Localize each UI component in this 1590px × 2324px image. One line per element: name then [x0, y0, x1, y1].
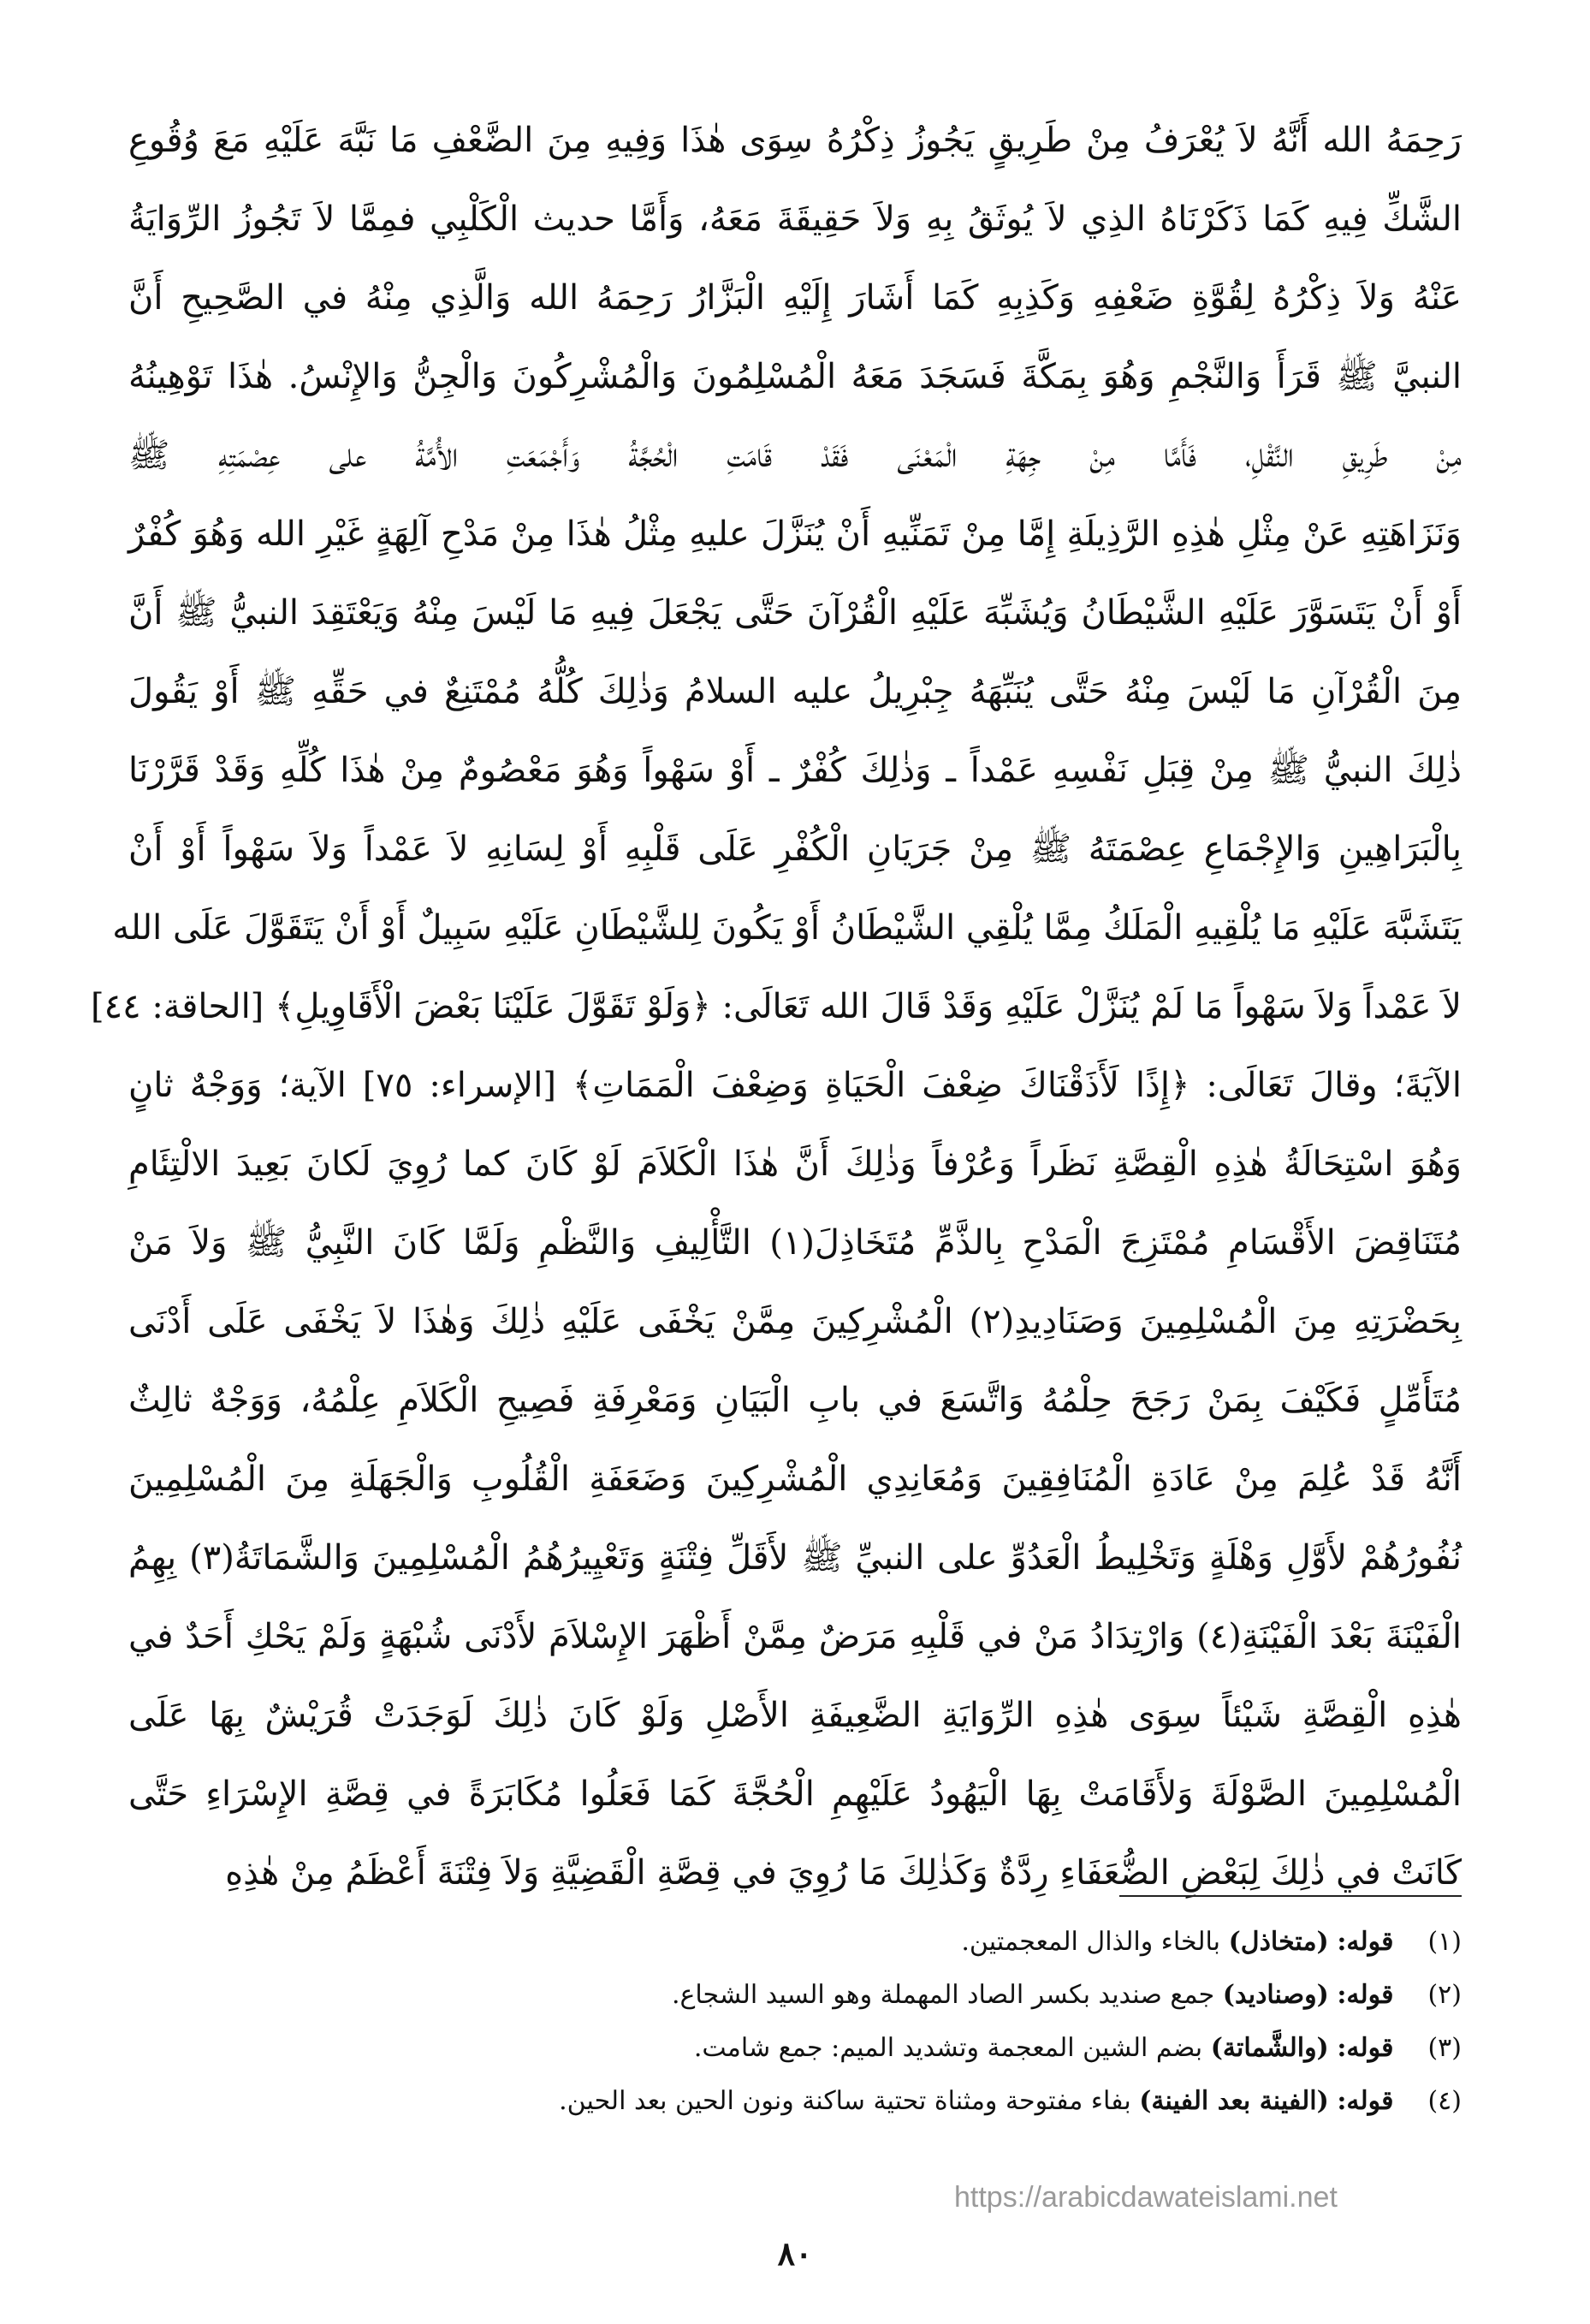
- footnote-text: بفاء مفتوحة ومثناة تحتية ساكنة ونون الحين بعد الحين.: [559, 2086, 1131, 2116]
- footnote-number: (٤): [1427, 2086, 1462, 2116]
- footnotes: [128, 1916, 1462, 2128]
- text-line: الشَّكِّ فِيهِ كَمَا ذَكَرْنَاهُ الذِي لاَ يُوثَقُ بِهِ وَلاَ حَقِيقَةَ مَعَهُ، وَأَمَّا حديث الْكَلْبِي فمِمَّا لاَ تَجُوزُ الرِّوَايَةُ: [128, 199, 1462, 239]
- text-line: الْفَيْنَةَ بَعْدَ الْفَيْنَةِ(٤) وَارْتِدَادُ مَنْ في قَلْبِهِ مَرَضٌ مِمَّنْ أَظْهَرَ الإِسْلاَمَ لأَدْنَى شُبْهَةٍ وَلَمْ يَحْكِ أَحَدٌ في: [128, 1617, 1462, 1656]
- text-line: مِنْ طَرِيقِ النَّقْلِ، فَأَمَّا مِنْ جِهَةِ الْمَعْنَى فَقَدْ قَامَتِ الْحُجَّةُ وَأَجْمَعَتِ الأُمَّةُ على عِصْمَتِهِ ﷺ: [128, 436, 1462, 475]
- text-line: مُتَأَمِّلٍ فَكَيْفَ بِمَنْ رَجَحَ حِلْمُهُ وَاتَّسَعَ في بابِ الْبَيَانِ وَمَعْرِفَةِ فَصِيحِ الْكَلاَمِ عِلْمُهُ، وَوَجْهٌ ثالِثٌ: [128, 1381, 1462, 1420]
- text-line: الآيَةَ؛ وقالَ تَعَالَى: ﴿إِذًا لَأَذَقْنَاكَ ضِعْفَ الْحَيَاةِ وَضِعْفَ الْمَمَاتِ﴾ [الإسراء: ٧٥] الآية؛ وَوَجْهٌ ثانٍ: [128, 1066, 1462, 1105]
- text-line: بِالْبَرَاهِينِ وَالإِجْمَاعِ عِصْمَتَهُ ﷺ مِنْ جَرَيَانِ الْكُفْرِ عَلَى قَلْبِهِ أَوْ لِسَانِهِ لاَ عَمْداً وَلاَ سَهْواً أَوْ أَنْ: [128, 829, 1462, 869]
- footnote-number: (٢): [1427, 1980, 1462, 2010]
- footnote-text: بالخاء والذال المعجمتين.: [961, 1927, 1221, 1957]
- text-line: أَنَّهُ قَدْ عُلِمَ مِنْ عَادَةِ الْمُنَافِقِينَ وَمُعَانِدِي الْمُشْرِكِينَ وَضَعَفَةِ الْقُلُوبِ وَالْجَهَلَةِ مِنَ الْمُسْلِمِينَ: [128, 1459, 1462, 1499]
- footnote-item: [128, 1969, 1462, 2022]
- footnote-item: [128, 2022, 1462, 2075]
- main-text-block: [91, 101, 1462, 1912]
- text-line: الْمُسْلِمِينَ الصَّوْلَةَ وَلأَقَامَتْ بِهَا الْيَهُودُ عَلَيْهِمِ الْحُجَّةَ كَمَا فَعَلُوا مُكَابَرَةً في قِصَّةِ الإِسْرَاءِ حَتَّى: [128, 1774, 1462, 1814]
- footnote-term: (وصناديد): [1222, 1980, 1329, 2010]
- text-line: يَتَشَبَّهَ عَلَيْهِ مَا يُلْقِيهِ الْمَلَكُ مِمَّا يُلْقِي الشَّيْطَانُ أَوْ يَكُونَ لِلشَّيْطَانِ عَلَيْهِ سَبِيلٌ أَوْ أَنْ يَتَقَوَّلَ عَلَى الله: [112, 908, 1462, 948]
- page-number: ٨٠: [777, 2234, 813, 2273]
- text-line: هٰذِهِ الْقِصَّةِ شَيْئاً سِوَى هٰذِهِ الرِّوَايَةِ الضَّعِيفَةِ الأَصْلِ وَلَوْ كَانَ ذٰلِكَ لَوَجَدَتْ قُرَيْشٌ بِهَا عَلَى: [128, 1696, 1462, 1735]
- text-line: عَنْهُ وَلاَ ذِكْرُهُ لِقُوَّةِ ضَعْفِهِ وَكَذِبِهِ كَمَا أَشَارَ إِلَيْهِ الْبَزَّارُ رَحِمَهُ الله وَالَّذِي مِنْهُ في الصَّحِيحِ أَنَّ: [128, 278, 1462, 318]
- text-line: ذٰلِكَ النبيُّ ﷺ مِنْ قِبَلِ نَفْسِهِ عَمْداً ـ وَذٰلِكَ كُفْرٌ ـ أَوْ سَهْواً وَهُوَ مَعْصُومٌ مِنْ هٰذَا كُلِّهِ وَقَدْ قَرَّرْنَا: [128, 751, 1462, 790]
- text-line: رَحِمَهُ الله أَنَّهُ لاَ يُعْرَفُ مِنْ طَرِيقٍ يَجُوزُ ذِكْرُهُ سِوَى هٰذَا وَفِيهِ مِنَ الضَّعْفِ مَا نَبَّهَ عَلَيْهِ مَعَ وُقُوعِ: [128, 121, 1462, 160]
- footnote-separator: [1119, 1895, 1462, 1897]
- footnote-term: (الفينة بعد الفينة): [1139, 2086, 1329, 2116]
- footnote-item: [128, 1916, 1462, 1969]
- text-line: وَهُوَ اسْتِحَالَةُ هٰذِهِ الْقِصَّةِ نَظَراً وَعُرْفاً وَذٰلِكَ أَنَّ هٰذَا الْكَلاَمَ لَوْ كَانَ كما رُوِيَ لَكانَ بَعِيدَ الالْتِئَامِ: [128, 1144, 1462, 1184]
- footnote-key: قوله:: [1337, 1927, 1394, 1957]
- text-line: مُتَنَاقِضَ الأَقْسَامِ مُمْتَزِجَ الْمَدْحِ بِالذَّمِّ مُتَخَاذِلَ(١) التَّأْلِيفِ وَالنَّظْمِ وَلَمَّا كَانَ النَّبِيُّ ﷺ وَلاَ مَنْ: [128, 1223, 1462, 1263]
- text-line: مِنَ الْقُرْآنِ مَا لَيْسَ مِنْهُ حَتَّى يُنَبِّهَهُ جِبْرِيلُ عليه السلامُ وَذٰلِكَ كُلُّهُ مُمْتَنِعٌ في حَقِّهِ ﷺ أَوْ يَقُولَ: [128, 672, 1462, 711]
- text-line: بِحَضْرَتِهِ مِنَ الْمُسْلِمِينَ وَصَنَادِيدِ(٢) الْمُشْرِكِينَ مِمَّنْ يَخْفَى عَلَيْهِ ذٰلِكَ وَهٰذَا لاَ يَخْفَى عَلَى أَدْنَى: [128, 1302, 1462, 1341]
- text-line: النبيَّ ﷺ قَرَأَ وَالنَّجْمِ وَهُوَ بِمَكَّةَ فَسَجَدَ مَعَهُ الْمُسْلِمُونَ وَالْمُشْرِكُونَ وَالْجِنُّ وَالإِنْسُ. هٰذَا تَوْهِينُهُ: [128, 357, 1462, 396]
- text-line: كَانَتْ في ذٰلِكَ لِبَعْضِ الضُّعَفَاءِ رِدَّةٌ وَكَذٰلِكَ مَا رُوِيَ في قِصَّةِ الْقَضِيَّةِ وَلاَ فِتْنَةَ أَعْظَمُ مِنْ هٰذِهِ: [225, 1853, 1462, 1893]
- footnote-key: قوله:: [1337, 2086, 1394, 2116]
- footnote-term: (والشَّماتة): [1210, 2033, 1329, 2063]
- text-line: نُفُورُهُمْ لأَوَّلِ وَهْلَةٍ وَتَخْلِيطُ الْعَدُوِّ على النبيِّ ﷺ لأَقَلِّ فِتْنَةٍ وَتَعْيِيرُهُمُ الْمُسْلِمِينَ وَالشَّمَاتَةُ(٣) بِهِمُ: [128, 1538, 1462, 1578]
- text-line: أَوْ أَنْ يَتَسَوَّرَ عَلَيْهِ الشَّيْطَانُ وَيُشَبِّهَ عَلَيْهِ الْقُرْآنَ حَتَّى يَجْعَلَ فِيهِ مَا لَيْسَ مِنْهُ وَيَعْتَقِدَ النبيُّ ﷺ أَنَّ: [128, 593, 1462, 633]
- text-line: وَنَزَاهَتِهِ عَنْ مِثْلِ هٰذِهِ الرَّذِيلَةِ إِمَّا مِنْ تَمَنِّيهِ أَنْ يُنَزَّلَ عليهِ مِثْلُ هٰذَا مِنْ مَدْحِ آلِهَةٍ غَيْرِ الله وَهُوَ كُفْرٌ: [128, 514, 1462, 554]
- footnote-number: (١): [1427, 1927, 1462, 1957]
- footnote-number: (٣): [1427, 2033, 1462, 2063]
- footnote-key: قوله:: [1337, 1980, 1394, 2010]
- footnote-text: جمع صنديد بكسر الصاد المهملة وهو السيد الشجاع.: [671, 1980, 1215, 2010]
- footnote-key: قوله:: [1337, 2033, 1394, 2063]
- text-line: لاَ عَمْداً وَلاَ سَهْواً مَا لَمْ يُنَزَّلْ عَلَيْهِ وَقَدْ قَالَ الله تَعَالَى: ﴿وَلَوْ تَقَوَّلَ عَلَيْنَا بَعْضَ الْأَقَاوِيلِ﴾ [الحاقة: ٤٤]: [91, 987, 1462, 1026]
- footnote-item: [128, 2075, 1462, 2128]
- footnote-text: بضم الشين المعجمة وتشديد الميم: جمع شامت.: [693, 2033, 1203, 2063]
- footnote-term: (متخاذل): [1228, 1927, 1329, 1957]
- watermark-url: https://arabicdawateislami.net: [954, 2181, 1338, 2214]
